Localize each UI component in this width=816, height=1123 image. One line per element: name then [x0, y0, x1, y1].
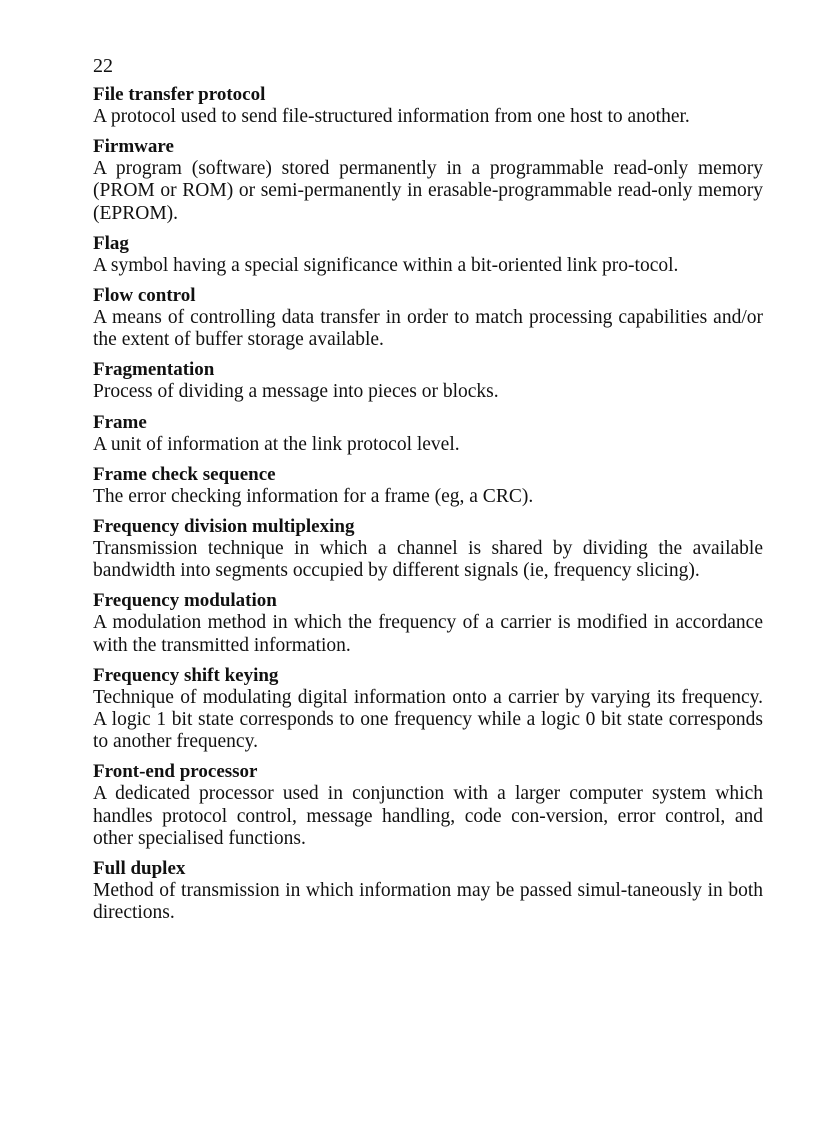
glossary-term: Frame: [93, 411, 147, 433]
glossary-entry: [93, 412, 763, 456]
glossary-term: Full duplex: [93, 858, 186, 880]
document-page: [93, 54, 763, 932]
glossary-entry: [93, 84, 763, 128]
glossary-definition: A dedicated processor used in conjunction with a larger computer system which handles protocol control, message handling, code con-version, error control, and other specialised functions.: [93, 783, 763, 849]
glossary-definition: Process of dividing a message into pieces or blocks.: [93, 381, 499, 403]
glossary-entry: [93, 233, 763, 277]
glossary-term: File transfer protocol: [93, 84, 266, 105]
glossary-definition: Transmission technique in which a channel is shared by dividing the available bandwidth into segments occupied by different signals (ie, frequency slicing).: [93, 538, 763, 582]
glossary-definition: The error checking information for a frame (eg, a CRC).: [93, 485, 534, 507]
glossary-term: Fragmentation: [93, 359, 215, 381]
glossary-term: Firmware: [93, 136, 174, 158]
glossary-term: Front-end processor: [93, 761, 258, 783]
glossary-entry: [93, 761, 763, 850]
page-number: 22: [93, 55, 113, 77]
glossary-term: Frame check sequence: [93, 463, 276, 485]
glossary-entry: [93, 285, 763, 351]
glossary-entry: [93, 516, 763, 582]
glossary-definition: Technique of modulating digital information onto a carrier by varying its frequency. A logic 1 bit state corresponds to one frequency while a logic 0 bit state corresponds to another frequency.: [93, 686, 763, 753]
glossary-entry: [93, 590, 763, 656]
glossary-definition: A means of controlling data transfer in order to match processing capabilities and/or the extent of buffer storage available.: [93, 307, 763, 351]
glossary-term: Frequency division multiplexing: [93, 516, 355, 538]
glossary-definition: A protocol used to send file-structured information from one host to another.: [93, 106, 690, 127]
glossary-entry: [93, 359, 763, 403]
glossary-definition: A symbol having a special significance within a bit-oriented link pro-tocol.: [93, 254, 679, 276]
glossary-definition: A unit of information at the link protocol level.: [93, 433, 460, 455]
glossary-definition: A modulation method in which the frequency of a carrier is modified in accordance with the transmitted information.: [93, 612, 763, 656]
glossary-definition: A program (software) stored permanently in a programmable read-only memory (PROM or ROM) or semi-permanently in erasable-programmable read-only memory (EPROM).: [93, 158, 763, 224]
glossary-term: Flag: [93, 232, 129, 254]
glossary-entry: [93, 136, 763, 225]
glossary-term: Flow control: [93, 285, 196, 307]
glossary-entry: [93, 858, 763, 924]
glossary-term: Frequency modulation: [93, 590, 277, 612]
glossary-entry: [93, 464, 763, 508]
glossary-definition: Method of transmission in which information may be passed simul-taneously in both directions.: [93, 880, 763, 924]
glossary-entry: [93, 665, 763, 754]
glossary-term: Frequency shift keying: [93, 664, 279, 686]
